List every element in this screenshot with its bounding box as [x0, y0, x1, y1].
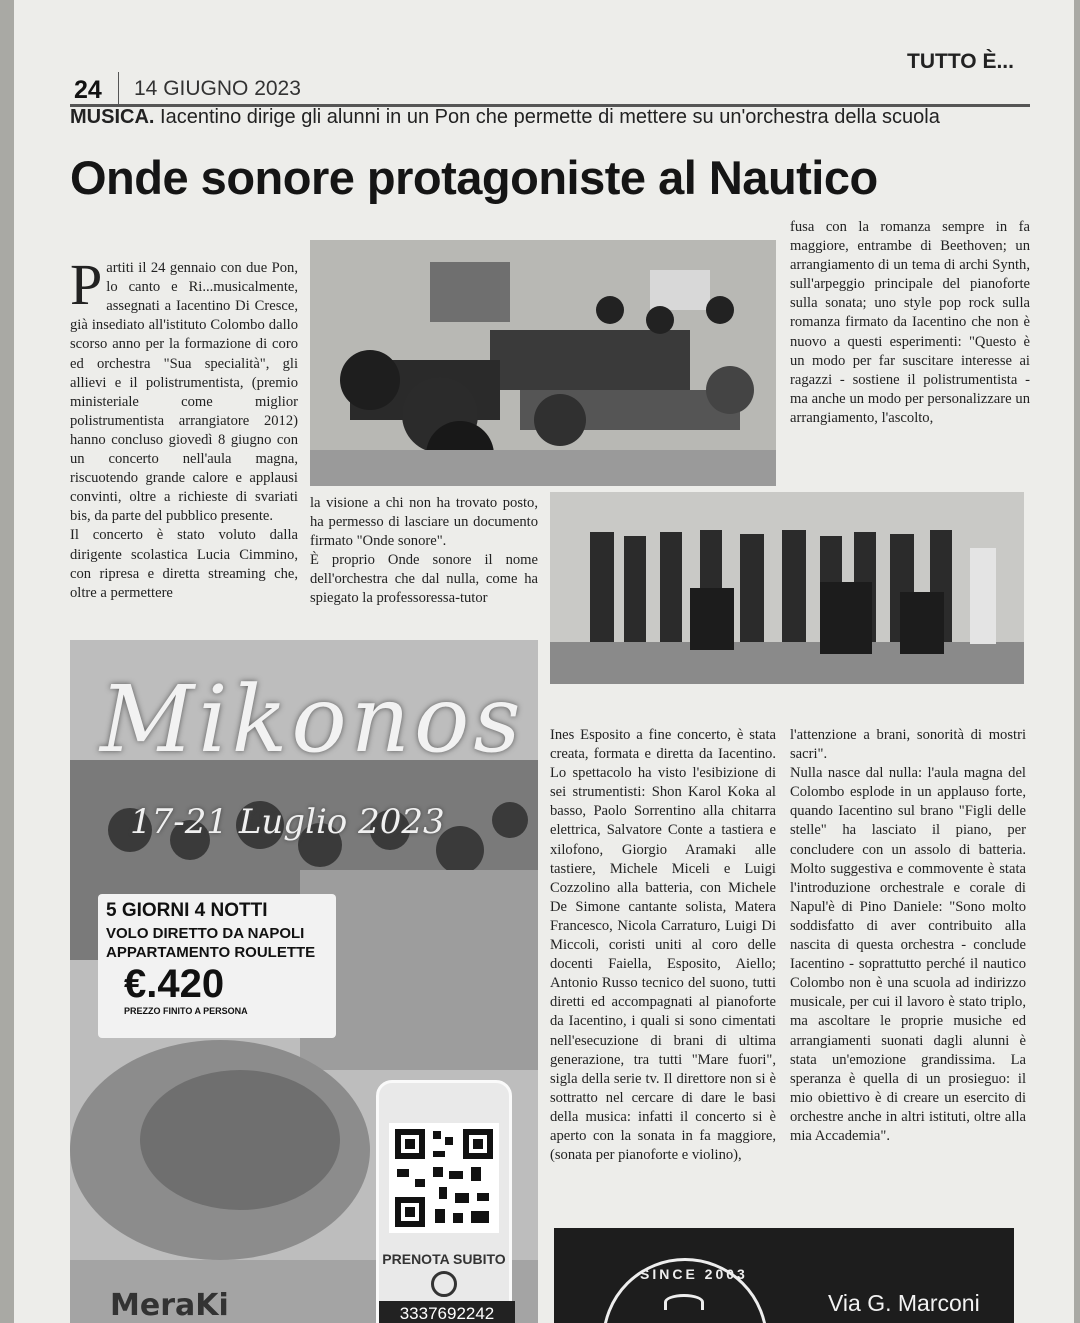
ad-offer-line-3: APPARTAMENTO ROULETTE: [106, 944, 316, 961]
ad-title: Mikonos: [100, 666, 525, 773]
ad-phone-number[interactable]: 3337692242: [379, 1301, 515, 1323]
whatsapp-icon: [431, 1271, 457, 1297]
bottom-ad[interactable]: [554, 1228, 1014, 1323]
article-column-1: [70, 240, 298, 632]
page-number: 24: [74, 76, 102, 104]
article-column-3: fusa con la romanza sempre in fa maggiore, entrambe di Beethoven; un arrangiamento di un tema di archi Synth, sull'arpeggio principale del pianoforte sulla sonata; uno style pop rock sulla romanza firmato da Iacentino che non è nuovo a questi esperimenti: "Questo è un modo per far suscitare interesse ai ragazzi - sostiene il polistrumentista - ma anche un modo per personalizzare un arrangiamento, l'ascolto,: [790, 219, 1030, 426]
ad-since: SINCE 2003: [640, 1266, 748, 1282]
concert-photo: [310, 240, 776, 486]
issue-date: 14 GIUGNO 2023: [134, 77, 301, 100]
article-column-4: Ines Esposito a fine concerto, è stata creata, formata e diretta da Iacentino. Lo spettacolo ha visto l'esibizione di sei strumentisti: Shon Karol Koka al basso, Paolo Sorrentino alla chitarra elettrica, Salvatore Conte a tastiera e xilofono, Giorgio Aramaki alle tastiere, Michele Miceli e Luigi Cozzolino alla batteria, con Michele De Simone cantante solista, Matera Francesco, Nicola Carraturo, Luigi Di Miccoli, coristi uniti al coro delle docenti Faiella, Esposito, Aiello; Antonio Russo tecnico del suono, tutti diretti ed accompagnati al pianoforte da Iacentino, i quali si sono cimentati nell'esecuzione di brani di ultima generazione, tra tutti "Mare fuori", sigla della serie tv. Il direttore non si è sottratto nel cercare di dare le basi della musica: infatti il concerto si è aperto con la sonata in fa maggiore, (sonata per pianoforte e violino),: [550, 727, 776, 1164]
ad-offer-box: [98, 894, 336, 1038]
section-title: TUTTO È...: [907, 50, 1014, 73]
kicker-text: Iacentino dirige gli alunni in un Pon che permette di mettere su un'orchestra della scuola: [160, 106, 940, 128]
article-column-2: la visione a chi non ha trovato posto, ha permesso di lasciare un documento firmato "Onde sonore". È proprio Onde sonore il nome dell'orchestra che dal nulla, come ha spiegato la professoressa-tutor: [310, 495, 538, 607]
header-divider: [118, 72, 119, 106]
column-1-text: artiti il 24 gennaio con due Pon, lo canto e Ri...musicalmente, assegnati a Iacentino Di Cresce, già insediato all'istituto Colombo dallo scorso anno per la formazione di coro ed orchestra "Sua specialità", gli allievi e il polistrumentista, (premio ministeriale come miglior polistrumentista arrangiatore 2012) hanno concluso giovedì 8 giugno con un concerto nell'aula magna, riscuotendo grande calore e applausi convinti, oltre a richieste di svariati bis, da parte del pubblico presente. Il concerto è stato voluto dalla dirigente scolastica Lucia Cimmino, con ripresa e diretta streaming che, oltre a permettere: [70, 260, 298, 601]
ad-dates: 17-21 Luglio 2023: [130, 802, 445, 842]
ad-cta: PRENOTA SUBITO: [382, 1251, 506, 1267]
ad-address: Via G. Marconi: [828, 1290, 980, 1316]
group-photo: [550, 492, 1024, 684]
ad-offer-line-2: VOLO DIRETTO DA NAPOLI: [106, 925, 305, 942]
drop-cap: P: [70, 252, 103, 318]
article-kicker: [70, 106, 940, 129]
concert-photo-image: [310, 240, 776, 486]
qr-code-icon[interactable]: [389, 1123, 499, 1233]
qr-code-image: [389, 1123, 499, 1233]
ad-price-note: PREZZO FINITO A PERSONA: [124, 1006, 248, 1016]
article-headline: Onde sonore protagoniste al Nautico: [70, 151, 878, 204]
ad-price: €.420: [124, 962, 225, 1006]
mikonos-ad[interactable]: [70, 640, 538, 1323]
article-column-5: l'attenzione a brani, sonorità di mostri sacri". Nulla nasce dal nulla: l'aula magna del Colombo esplode in un applauso forte, quando Iacentino sul brano "Figli delle stelle" ha lasciato il piano, per concludere con un assolo di batteria. Molto suggestiva e commovente è stata l'introduzione orchestrale e corale di Napul'è di Pino Daniele: "Sono molto soddisfatto di aver contribuito alla nascita di questa orchestra - conclude Iacentino - soprattutto perché il nautico Colombo non è una scuola ad indirizzo musicale, per cui il lavoro è stato triplo, ma ascoltare le proprie musiche ed arrangiamenti suonati dagli alunni è stata un'emozione grandissima. La speranza è quella di un prosieguo: il mio obiettivo è di creare un esercito di orchestre anche in altri istituti, oltre alla mia Accademia".: [790, 727, 1026, 1144]
cup-icon: [664, 1294, 704, 1310]
group-photo-image: [550, 492, 1024, 684]
kicker-label: MUSICA.: [70, 106, 155, 128]
newspaper-page: [14, 0, 1074, 1323]
ad-offer-line-1: 5 GIORNI 4 NOTTI: [106, 900, 268, 921]
ad-brand-logo: MeraKi: [110, 1288, 229, 1323]
ad-phone-mockup: [376, 1080, 512, 1323]
